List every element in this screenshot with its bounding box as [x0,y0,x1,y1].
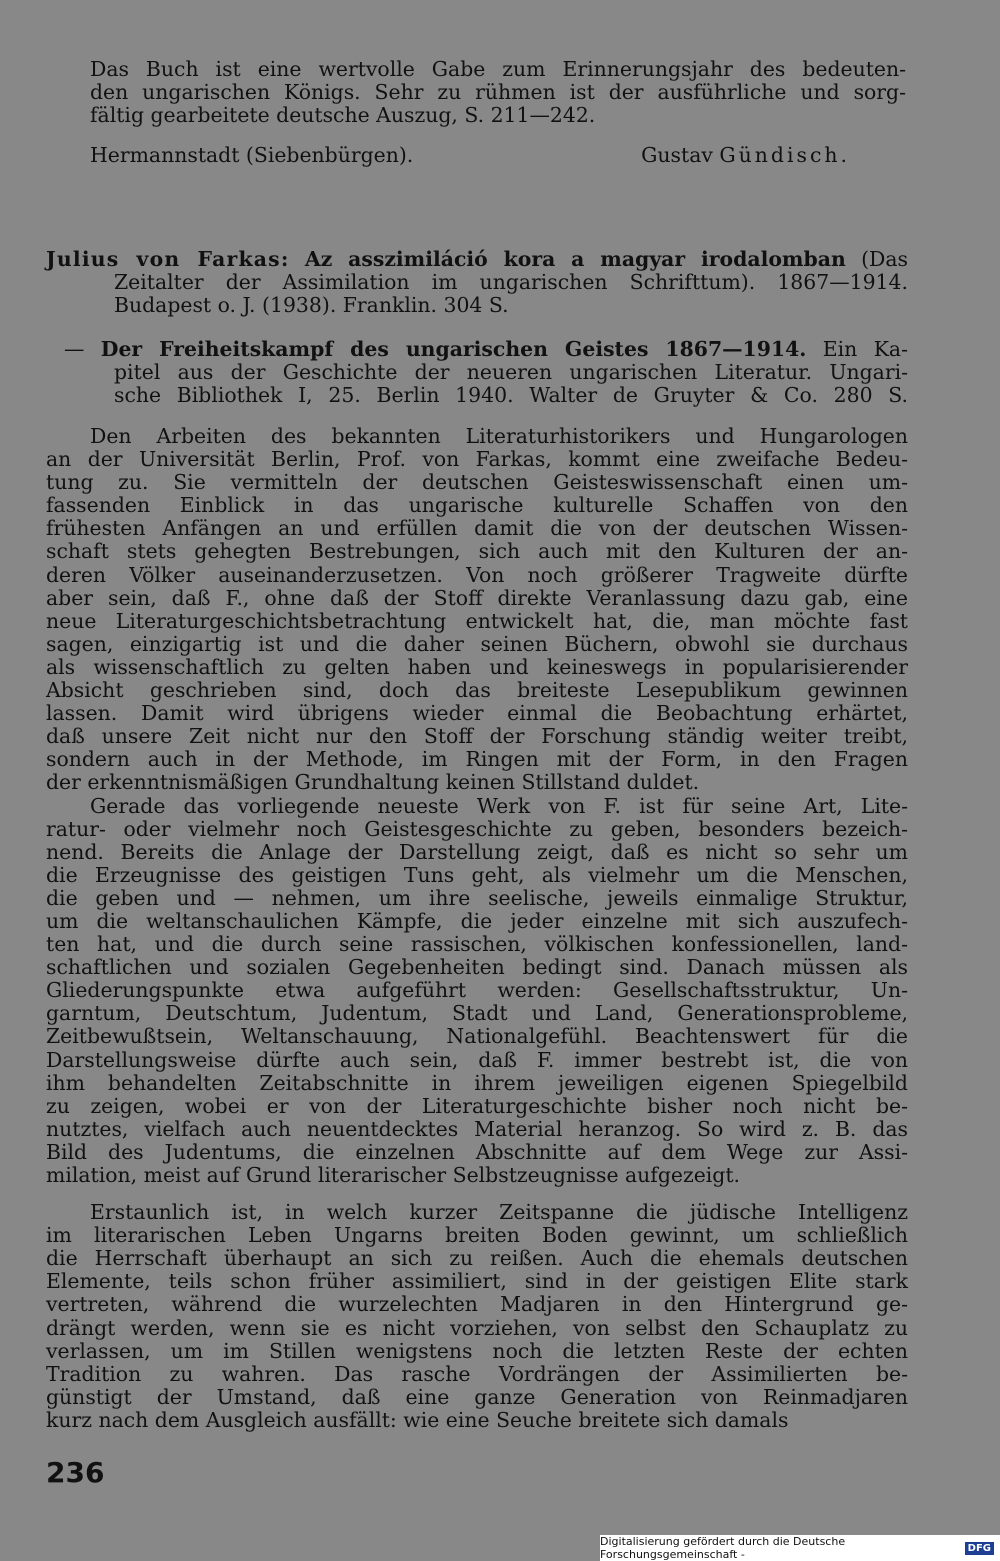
body-paragraph-2-line: Zeitbewußtsein, Weltanschauung, Nationalgefühl. Beachtenswert für die [46,1024,908,1049]
bib1-line-3: Budapest o. J. (1938). Franklin. 304 S. [114,293,509,318]
body-paragraph-1-line: deren Völker auseinanderzusetzen. Von noch größerer Tragweite dürfte [46,562,908,587]
body-paragraph-1-line: als wissenschaftlich zu gelten haben und keineswegs in popularisierender [46,654,908,679]
body-paragraph-3-line: verlassen, um im Stillen wenigstens noch die letzten Reste der echten [46,1338,908,1363]
intro-line: fältig gearbeitete deutsche Auszug, S. 211—242. [90,103,596,128]
bib2-title: Der Freiheitskampf des ungarischen Geistes 1867—1914. [100,337,807,361]
reviewer-given-name: Gustav [641,143,713,167]
body-paragraph-3-line: im literarischen Leben Ungarns breiten Boden gewinnt, um schließlich [46,1223,908,1248]
body-paragraph-1-line: daß unsere Zeit nicht nur den Stoff der Forschung ständig weiter treibt, [46,724,908,749]
body-paragraph-3-line: drängt werden, wenn sie es nicht vorziehen, von selbst den Schauplatz zu [46,1315,908,1340]
body-paragraph-1-line: frühesten Anfängen an und erfüllen damit die von der deutschen Wissen- [46,516,908,541]
bibliography-entry-2 [46,338,908,407]
body-paragraph-3-line: Elemente, teils schon früher assimiliert, sind in der geistigen Elite stark [46,1269,908,1294]
reviewer-place: Hermannstadt (Siebenbürgen). [90,143,414,167]
body-paragraph-3-line: kurz nach dem Ausgleich ausfällt: wie eine Seuche breitete sich damals [46,1407,789,1432]
body-paragraph-3-line: vertreten, während die wurzelechten Madjaren in den Hintergrund ge- [46,1292,908,1317]
body-paragraph-2-line: zu zeigen, wobei er von der Literaturgeschichte bisher noch nicht be- [46,1093,908,1118]
body-paragraph-3-line: günstigt der Umstand, daß eine ganze Generation von Reinmadjaren [46,1384,908,1409]
body-paragraph-1-line: tung zu. Sie vermitteln der deutschen Geisteswissenschaft einen um- [46,470,908,495]
body-paragraph-2-line: schaftlichen und sozialen Gegebenheiten bedingt sind. Danach müssen als [46,955,908,980]
dfg-logo: DFG [965,1542,994,1555]
body-paragraph-2-line: nend. Bereits die Anlage der Darstellung zeigt, daß es nicht so sehr um [46,839,908,864]
body-paragraph-2-line: die geben und — nehmen, um ihre seelische, jeweils einmalige Struktur, [46,885,908,910]
body-paragraph-1-line: Absicht geschrieben sind, doch das breiteste Lesepublikum gewinnen [46,678,908,703]
body-paragraph-1-line: der erkenntnismäßigen Grundhaltung keinen Stillstand duldet. [46,770,700,795]
body-paragraph-1-line: an der Universität Berlin, Prof. von Farkas, kommt eine zweifache Bedeu- [46,447,908,472]
bib2-dash: — [64,337,85,361]
intro-paragraph [90,58,906,127]
body-paragraph-2-line: Bild des Judentums, die einzelnen Abschnitte auf dem Wege zur Assi- [46,1139,908,1164]
bib1-line1-rest: (Das [861,247,909,271]
bib2-line1-rest: Ein Ka- [822,337,908,361]
body-paragraph-1-line: fassenden Einblick in das ungarische kulturelle Schaffen von den [46,493,908,518]
bib1-author: Julius von Farkas: [46,247,290,271]
bibliography-entry-1 [46,248,908,317]
intro-line: den ungarischen Königs. Sehr zu rühmen ist der ausführliche und sorg- [90,80,906,105]
body-paragraph-1-line: schaft stets gehegten Bestrebungen, sich auch mit den Kulturen der an- [46,539,908,564]
review-body [46,425,908,1432]
body-paragraph-2-line: um die weltanschaulichen Kämpfe, die jeder einzelne mit sich auszufech- [46,908,908,933]
bib2-line-1 [46,338,908,361]
body-paragraph-1-line: sagen, einzigartig ist und die daher seinen Büchern, obwohl sie durchaus [46,631,908,656]
body-paragraph-1-line: sondern auch in der Methode, im Ringen mit der Form, in den Fragen [46,747,908,772]
page-number: 236 [46,1456,105,1489]
bib2-line-2: pitel aus der Geschichte der neueren ungarischen Literatur. Ungari- [114,360,908,385]
body-paragraph-2-line: milation, meist auf Grund literarischer Selbstzeugnisse aufgezeigt. [46,1163,741,1187]
reviewer-family-name: Gündisch. [719,143,850,167]
body-paragraph-2-line: ratur- oder vielmehr noch Geistesgeschichte zu geben, besonders bezeich- [46,816,908,841]
body-paragraph-1 [46,425,908,795]
body-paragraph-3-line: Tradition zu wahren. Das rasche Vordrängen der Assimilierten be- [46,1361,908,1386]
body-paragraph-3 [46,1201,908,1432]
bib1-title: Az asszimiláció kora a magyar irodalomban [304,247,846,271]
body-paragraph-2-line: nutztes, vielfach auch neuentdecktes Material heranzog. So wird z. B. das [46,1116,908,1141]
body-paragraph-3-line: Erstaunlich ist, in welch kurzer Zeitspanne die jüdische Intelligenz [90,1200,908,1225]
bib1-line-2: Zeitalter der Assimilation im ungarischen Schrifttum). 1867—1914. [114,270,908,295]
bib1-line-1 [46,248,908,271]
reviewer-name [641,143,850,167]
footer-text: Digitalisierung gefördert durch die Deutsche Forschungsgemeinschaft - [600,1535,846,1561]
body-paragraph-2-line: garntum, Deutschtum, Judentum, Stadt und Land, Generationsprobleme, [46,1001,908,1026]
body-paragraph-2-line: ihm behandelten Zeitabschnitte in ihrem jeweiligen eigenen Spiegelbild [46,1070,908,1095]
body-paragraph-1-line: Den Arbeiten des bekannten Literaturhistorikers und Hungarologen [90,424,908,448]
body-paragraph-2-line: ten hat, und die durch seine rassischen, völkischen konfessionellen, land- [46,932,908,957]
body-paragraph-2-line: Gerade das vorliegende neueste Werk von F. ist für seine Art, Lite- [90,793,908,818]
body-paragraph-1-line: neue Literaturgeschichtsbetrachtung entwickelt hat, die, man möchte fast [46,608,908,633]
body-paragraph-1-line: aber sein, daß F., ohne daß der Stoff direkte Veranlassung dazu gab, eine [46,585,908,610]
digitization-footer [600,1535,1000,1561]
review-signature [90,143,850,167]
intro-line: Das Buch ist eine wertvolle Gabe zum Erinnerungsjahr des bedeuten- [90,57,906,81]
bib2-line-3: sche Bibliothek I, 25. Berlin 1940. Walter de Gruyter & Co. 280 S. [114,383,908,408]
body-paragraph-2-line: die Erzeugnisse des geistigen Tuns geht, als vielmehr um die Menschen, [46,862,908,887]
body-paragraph-3-line: die Herrschaft überhaupt an sich zu reißen. Auch die ehemals deutschen [46,1246,908,1271]
body-paragraph-2 [46,795,908,1188]
body-paragraph-1-line: lassen. Damit wird übrigens wieder einmal die Beobachtung erhärtet, [46,701,908,726]
body-paragraph-2-line: Darstellungsweise dürfte auch sein, daß F. immer bestrebt ist, die von [46,1047,908,1072]
body-paragraph-2-line: Gliederungspunkte etwa aufgeführt werden: Gesellschaftsstruktur, Un- [46,978,908,1003]
